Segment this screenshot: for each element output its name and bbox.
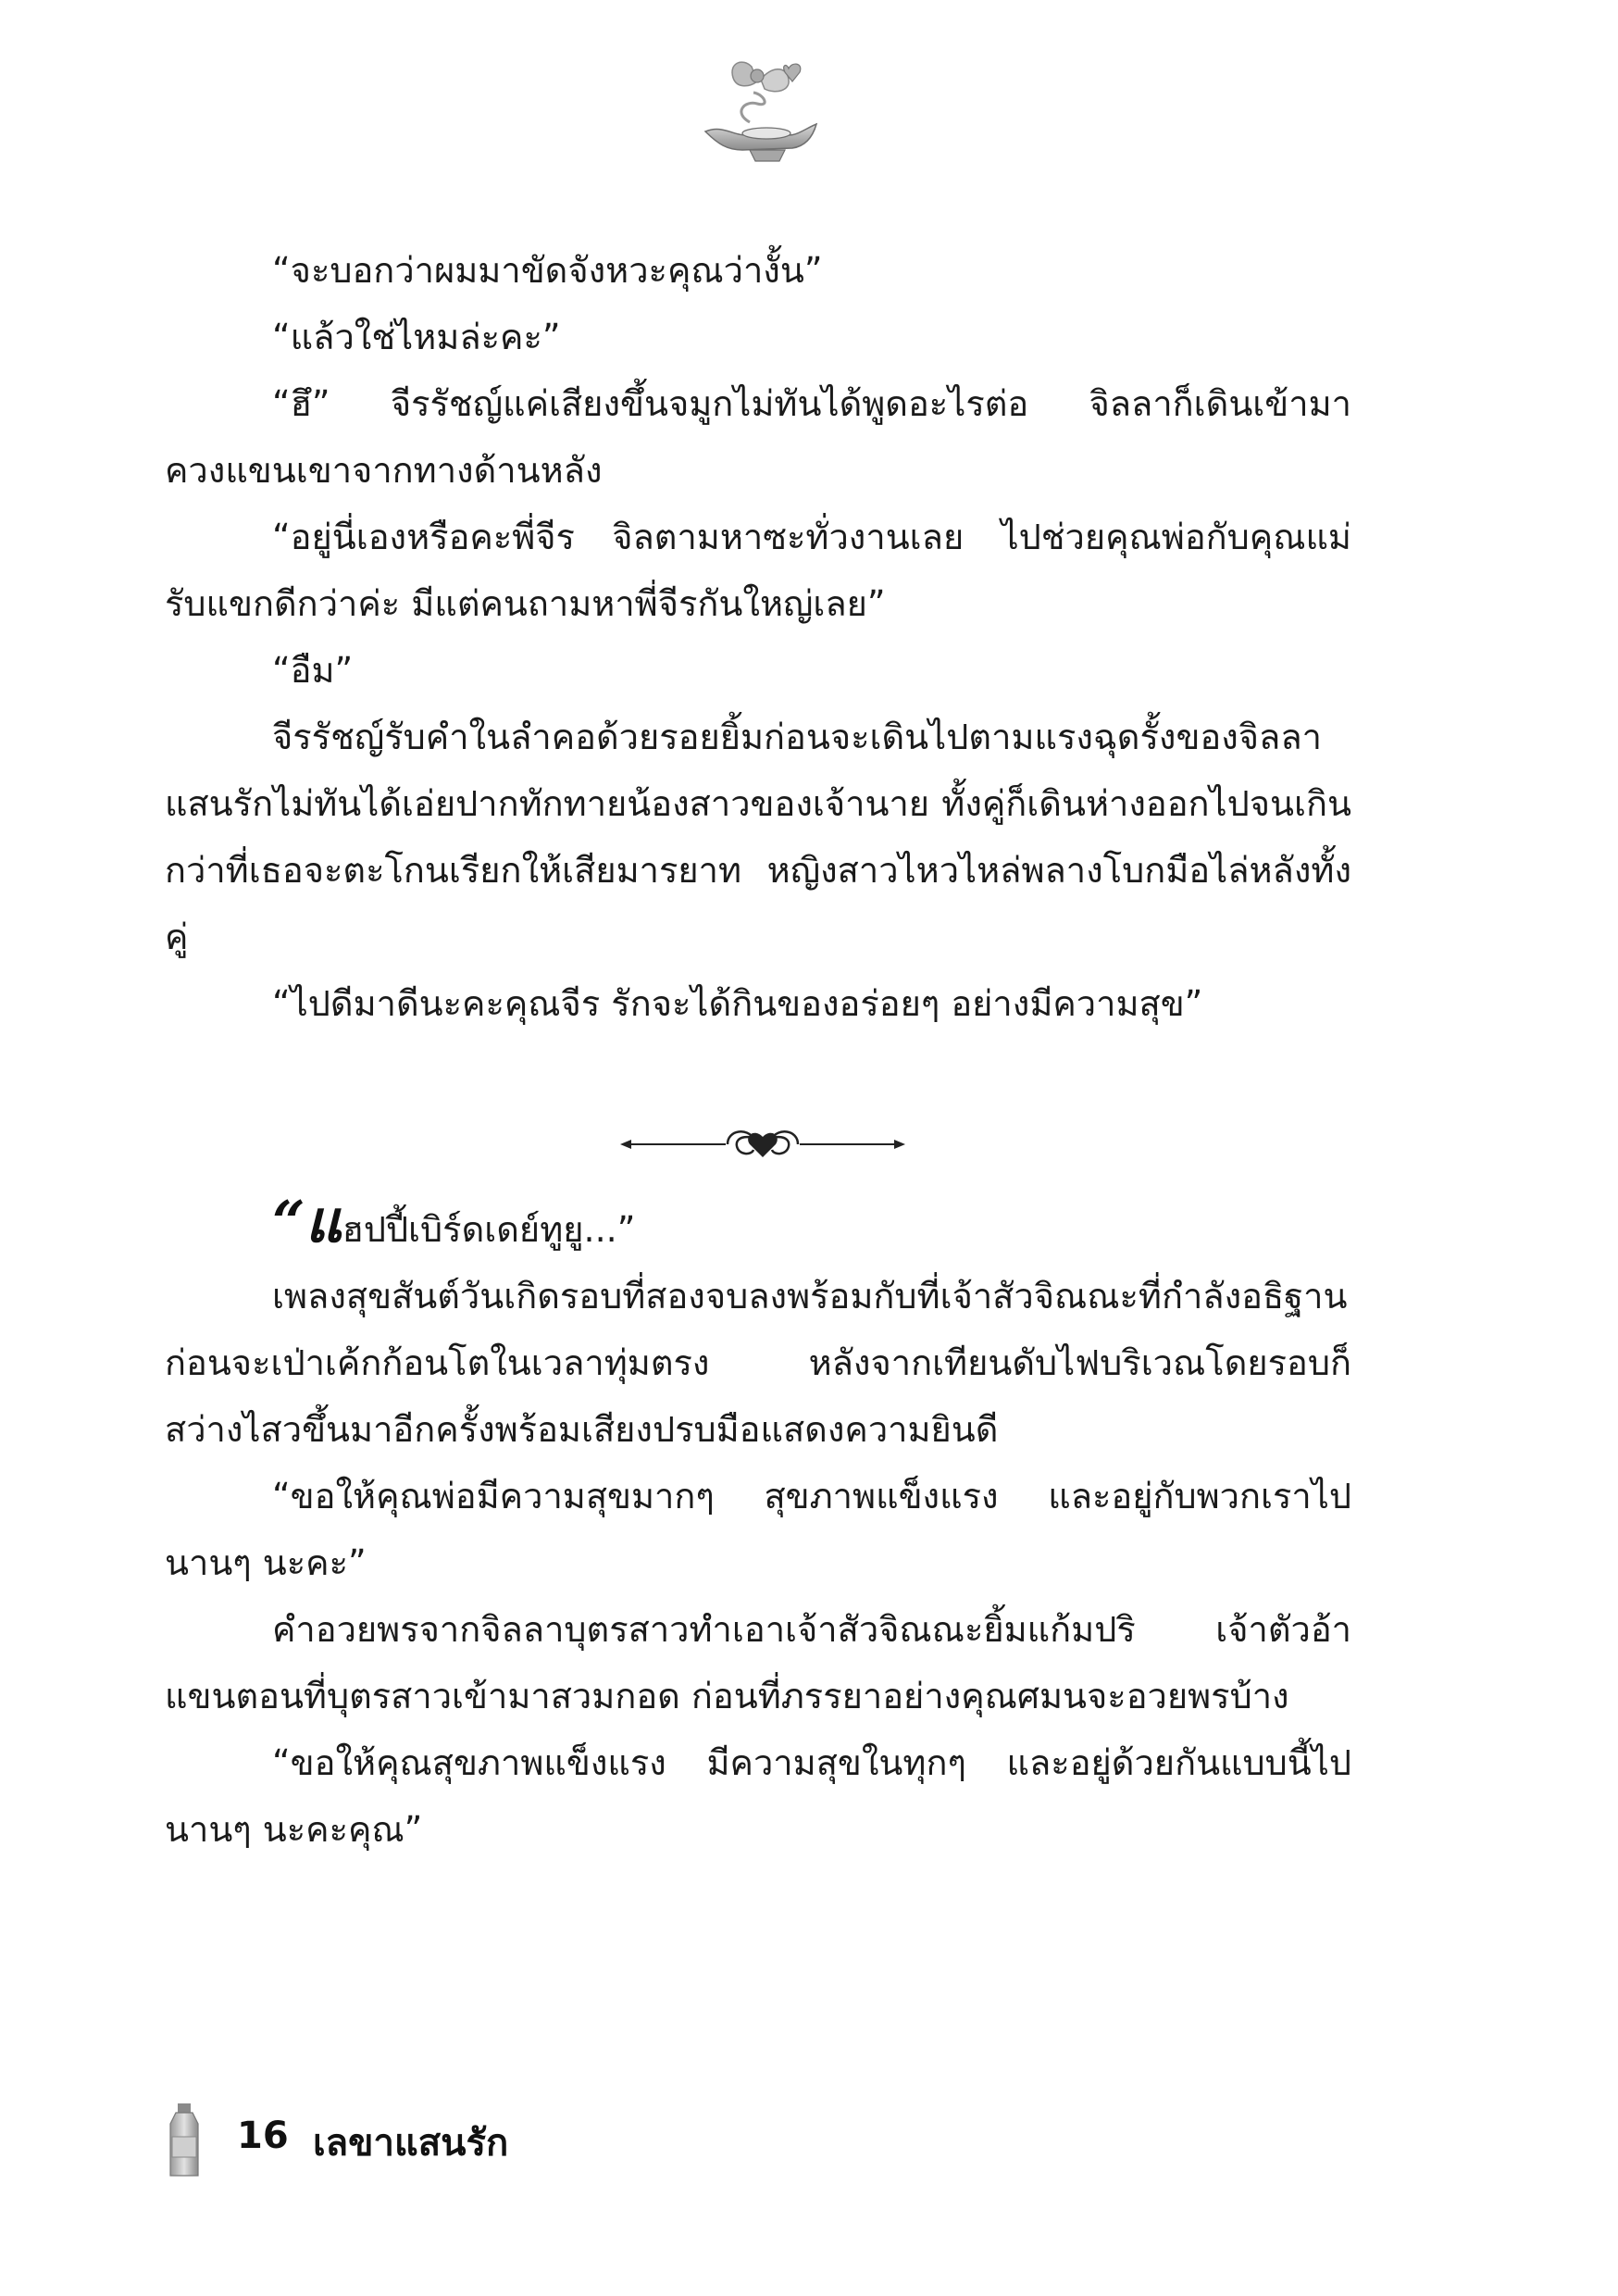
page-footer bbox=[165, 2094, 813, 2177]
drop-cap: “แ bbox=[272, 1188, 342, 1255]
paragraph: “ขอให้คุณพ่อมีความสุขมากๆ สุขภาพแข็งแรง และอยู่กับพวกเราไปนานๆ นะคะ” bbox=[165, 1476, 1351, 1583]
text-section-1 bbox=[165, 237, 1351, 1037]
page-number: 16 bbox=[237, 2115, 289, 2157]
first-line bbox=[165, 1188, 1351, 1263]
paragraph: คำอวยพรจากจิลลาบุตรสาวทำเอาเจ้าสัวจิณณะยิ้มแก้มปริ เจ้าตัวอ้าแขนตอนที่บุตรสาวเข้ามาสวมกอด ก่อนที่ภรรยาอย่างคุณศมนจะอวยพรบ้าง bbox=[165, 1609, 1351, 1716]
paragraph: “อยู่นี่เองหรือคะพี่จีร จิลตามหาซะทั่วงานเลย ไปช่วยคุณพ่อกับคุณแม่รับแขกดีกว่าค่ะ มีแต่คนถามหาพี่จีรกันใหญ่เลย” bbox=[165, 517, 1351, 624]
paragraph: “อืม” bbox=[272, 650, 354, 691]
paragraph: “ฮึ” จีรรัชญ์แค่เสียงขึ้นจมูกไม่ทันได้พูดอะไรต่อ จิลลาก็เดินเข้ามาควงแขนเขาจากทางด้านหลัง bbox=[165, 383, 1351, 491]
paragraph: เพลงสุขสันต์วันเกิดรอบที่สองจบลงพร้อมกับที่เจ้าสัวจิณณะที่กำลังอธิฐานก่อนจะเป่าเค้กก้อนโตในเวลาทุ่มตรง หลังจากเทียนดับไฟบริเวณโดยรอบก็สว่างไสวขึ้นมาอีกครั้งพร้อมเสียงปรบมือแสดงความยินดี bbox=[165, 1276, 1351, 1450]
first-line-text: ฮปปี้เบิร์ดเดย์ทูยู...” bbox=[342, 1209, 636, 1250]
text-section-2 bbox=[165, 1188, 1351, 1863]
paragraph: “แล้วใช่ไหมล่ะคะ” bbox=[272, 317, 561, 357]
heart-divider-icon bbox=[618, 1117, 907, 1172]
genie-lamp-icon bbox=[696, 57, 826, 167]
paragraph: “จะบอกว่าผมมาขัดจังหวะคุณว่างั้น” bbox=[272, 250, 823, 291]
book-title: เลขาแสนรัก bbox=[313, 2122, 509, 2165]
paragraph: “ขอให้คุณสุขภาพแข็งแรง มีความสุขในทุกๆ และอยู่ด้วยกันแบบนี้ไปนานๆ นะคะคุณ” bbox=[165, 1742, 1351, 1850]
paragraph: “ไปดีมาดีนะคะคุณจีร รักจะได้กินของอร่อยๆ อย่างมีความสุข” bbox=[272, 983, 1203, 1024]
bottle-icon bbox=[165, 2102, 204, 2179]
paragraph: จีรรัชญ์รับคำในลำคอด้วยรอยยิ้มก่อนจะเดินไปตามแรงฉุดรั้งของจิลลา แสนรักไม่ทันได้เอ่ยปากทักทายน้องสาวของเจ้านาย ทั้งคู่ก็เดินห่างออกไปจนเกินกว่าที่เธอจะตะโกนเรียกให้เสียมารยาท หญิงสาวไหวไหล่พลางโบกมือไล่หลังทั้งคู่ bbox=[165, 717, 1351, 957]
